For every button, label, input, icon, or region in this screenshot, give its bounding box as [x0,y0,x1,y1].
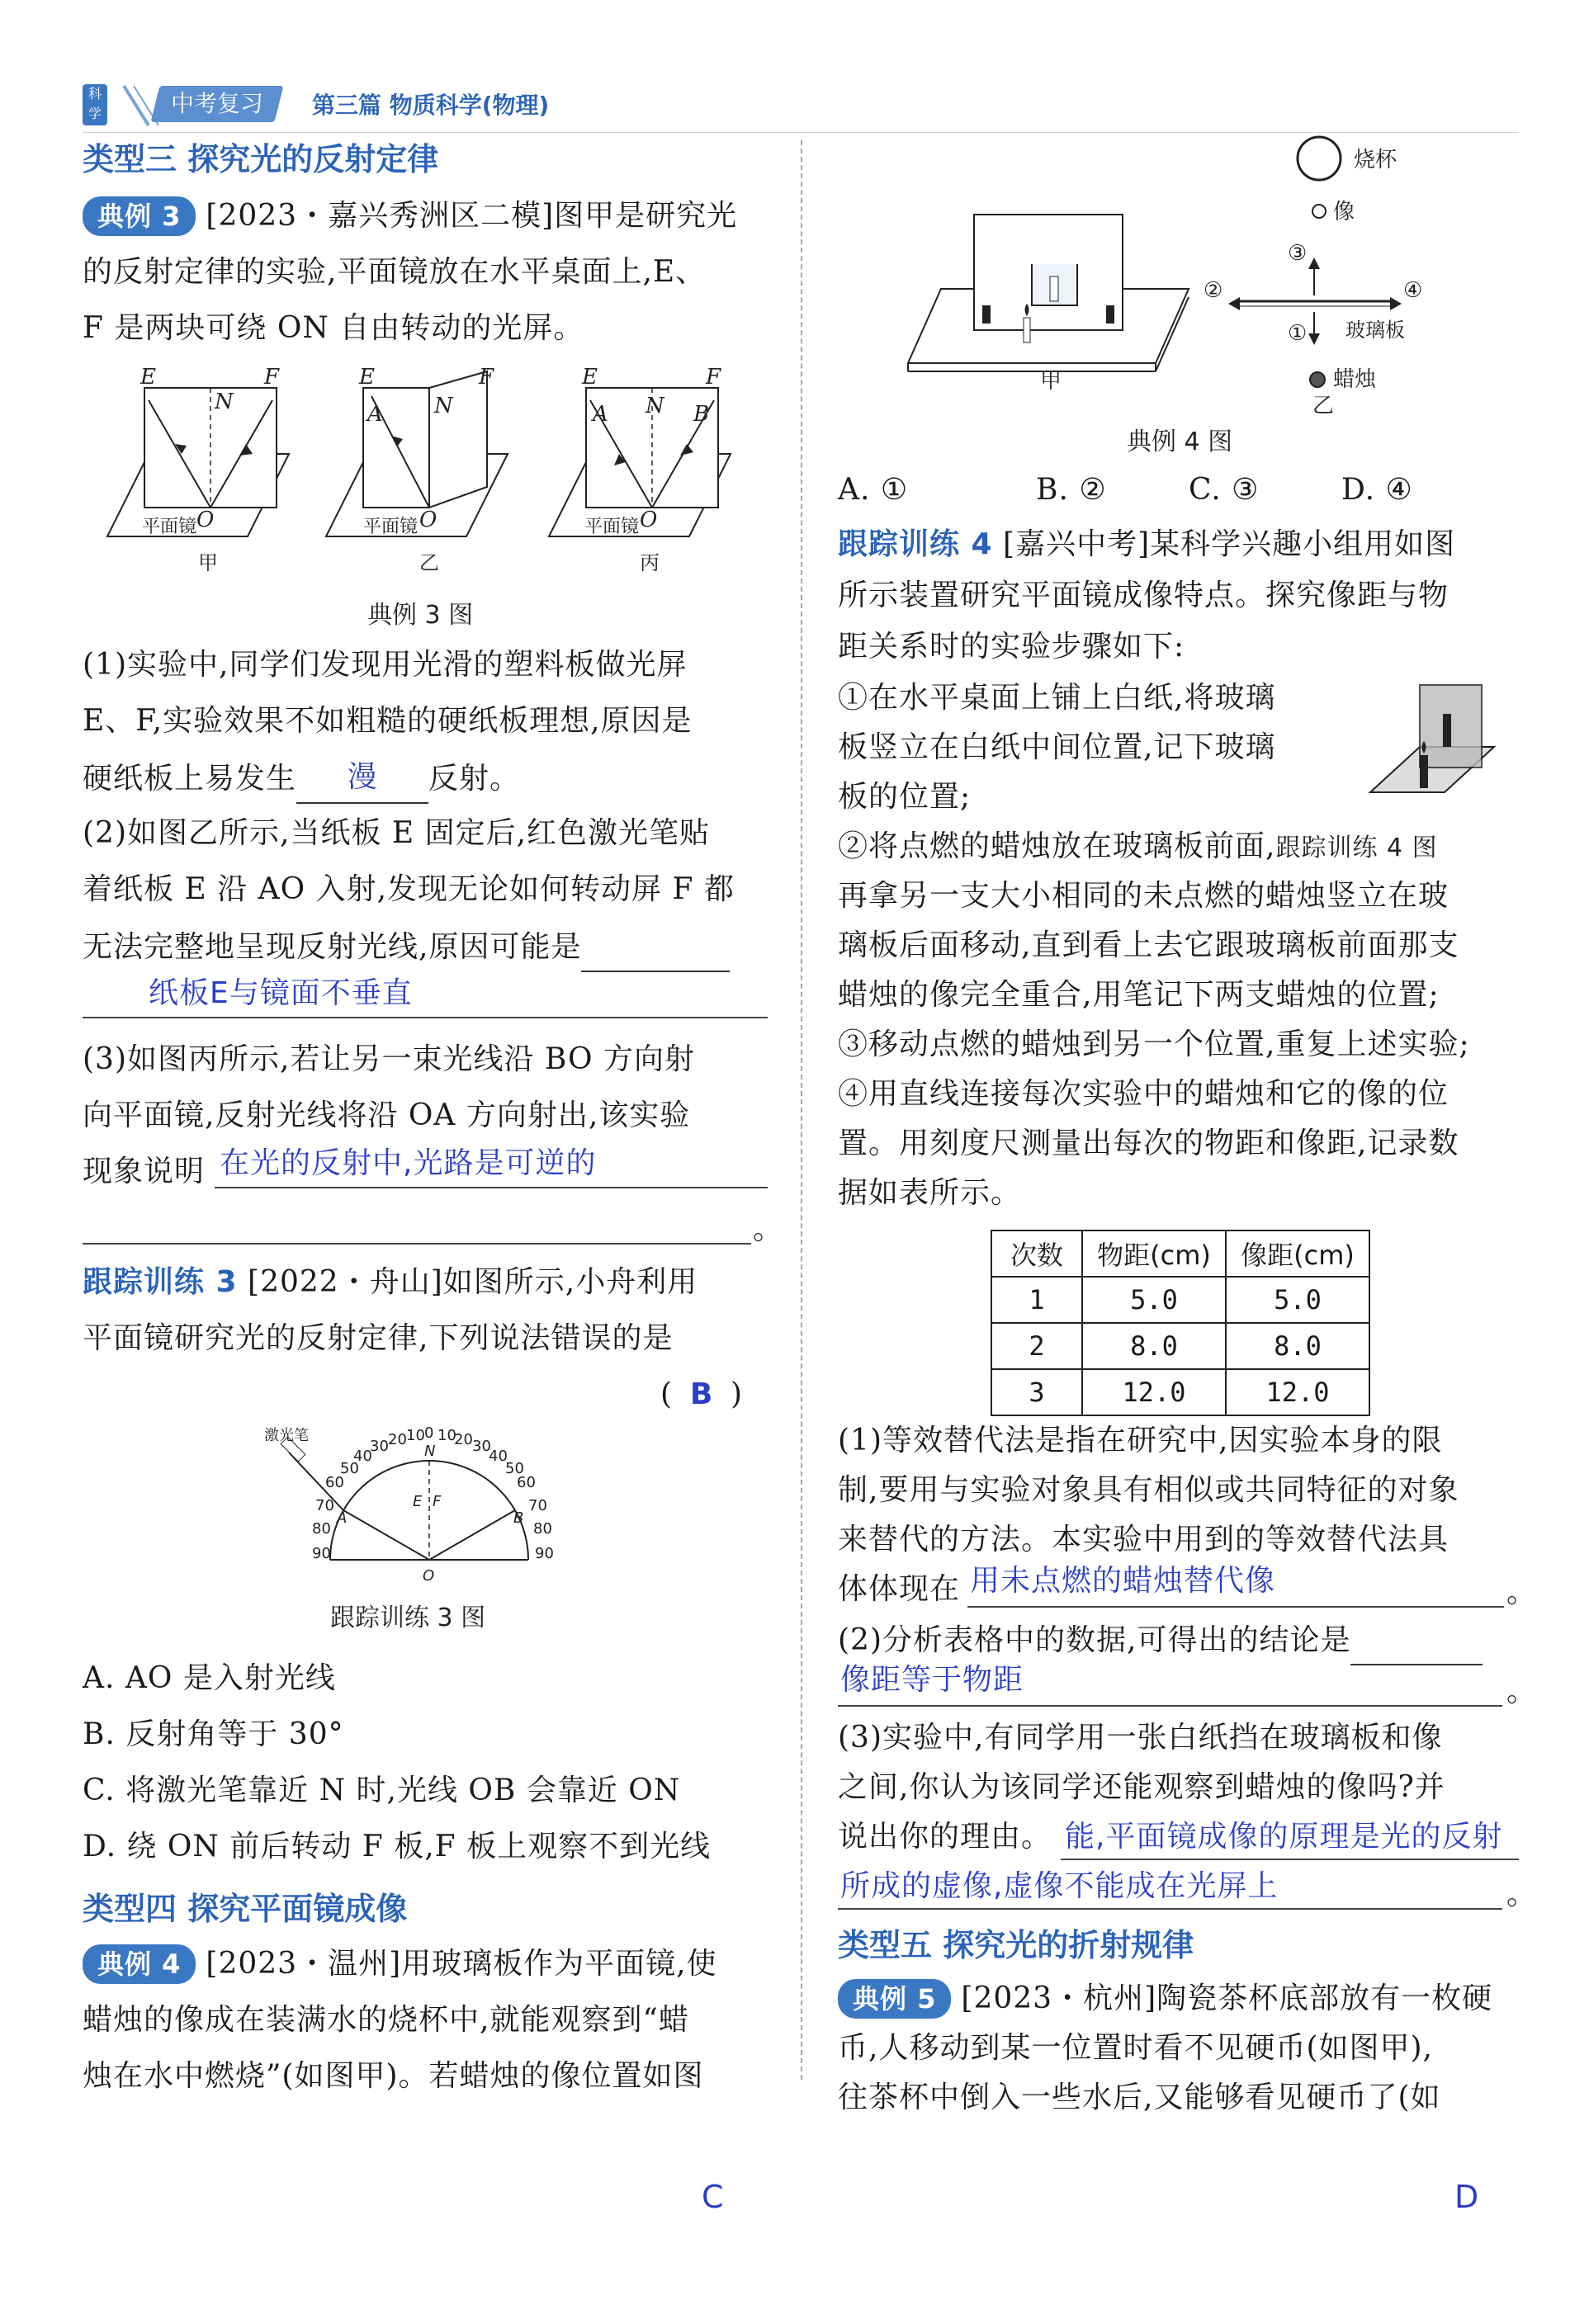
column-divider [801,140,802,2080]
svg-text:B: B [693,402,710,427]
train4-q1-line3: 来替代的方法。本实验中用到的等效替代法具 [838,1523,1449,1556]
train4-figure [1370,677,1494,801]
svg-text:0: 0 [424,1424,434,1442]
ex3-fig-caption: 典例 3 图 [367,601,474,630]
svg-text:20: 20 [388,1431,407,1448]
fig4-beaker: 烧杯 [1354,148,1397,172]
train4-a2: 像距等于物距 [840,1663,1024,1697]
table-cell: 5.0 [1226,1277,1369,1323]
train4-a2-blank[interactable] [838,1705,1502,1707]
train3-label: 跟踪训练 3 [83,1265,238,1299]
train4-a3-blank1[interactable] [1061,1859,1519,1860]
svg-text:80: 80 [312,1520,331,1538]
ex4-option-b[interactable]: B. ② [1036,473,1107,507]
svg-text:30: 30 [472,1438,491,1455]
svg-text:A: A [593,402,608,427]
train4-step3: ③移动点燃的蜡烛到另一个位置,重复上述实验; [838,1027,1470,1061]
ex5-text1: 陶瓷茶杯底部放有一枚硬 [1156,1982,1493,2015]
svg-text:N: N [215,390,234,414]
footer-answer-d: D [1454,2179,1479,2215]
table-row [991,1323,1369,1369]
train3-source: [2022・舟山] [248,1265,443,1299]
svg-text:90: 90 [312,1545,331,1562]
table-row [991,1277,1369,1323]
table-header-cell: 像距(cm) [1226,1230,1369,1277]
ex3-period: 。 [753,1212,784,1246]
svg-text:70: 70 [315,1497,334,1514]
ex4-line3: 烛在水中燃烧”(如图甲)。若蜡烛的像位置如图 [83,2059,704,2093]
svg-text:O: O [423,1567,435,1585]
train4-q3-period: 。 [1506,1878,1538,1911]
train4-q1-line4: 体体现在 [838,1572,961,1606]
train4-step1-c: 板的位置; [838,780,972,814]
ex3-a3-blank2[interactable] [83,1243,751,1245]
svg-text:F: F [264,365,280,390]
footer-answer-c: C [702,2179,724,2215]
svg-text:E: E [140,365,156,390]
train4-source: [嘉兴中考] [1003,527,1151,561]
fig3-label-yi: 乙 [419,551,439,574]
table-cell: 1 [991,1277,1082,1323]
svg-text:70: 70 [528,1497,547,1514]
ex3-q2-text: 无法完整地呈现反射光线,原因可能是 [83,930,582,964]
ex3-a3: 在光的反射中,光路是可逆的 [220,1146,597,1180]
train4-fig-caption: 跟踪训练 4 图 [1275,834,1438,862]
fig4-n4: ④ [1403,278,1423,303]
train4-step2-text: ②将点燃的蜡烛放在玻璃板前面, [838,829,1276,863]
ex3-figure [91,363,751,586]
ex4-text1: 用玻璃板作为平面镜,使 [401,1947,717,1981]
fig4-n3: ③ [1288,241,1308,266]
ex4-option-d[interactable]: D. ④ [1341,473,1413,507]
table-cell: 8.0 [1226,1323,1369,1369]
train4-q1-line1: (1)等效替代法是指在研究中,因实验本身的限 [838,1424,1443,1457]
ex3-q1-line3 [83,753,520,804]
train4-a3-line1: 能,平面镜成像的原理是光的反射 [1065,1820,1503,1854]
ex3-line2: 的反射定律的实验,平面镜放在水平桌面上,E、 [83,255,707,289]
fig4-label-jia: 甲 [1040,369,1062,394]
train4-text1: 某科学兴趣小组用如图 [1150,527,1456,561]
train3-option-d[interactable]: D. 绕 ON 前后转动 F 板,F 板上观察不到光线 [83,1830,712,1863]
train4-a1-blank[interactable] [967,1606,1504,1608]
train4-q2-text: (2)分析表格中的数据,可得出的结论是 [838,1623,1351,1657]
fig3-mirror-2: 平面镜 [363,517,419,537]
svg-text:20: 20 [454,1431,473,1448]
svg-text:30: 30 [370,1438,389,1455]
fig4-candle: 蜡烛 [1333,367,1377,392]
ex3-q2-line2: 着纸板 E 沿 AO 入射,发现无论如何转动屏 F 都 [83,872,735,906]
train4-q3-line2: 之间,你认为该同学还能观察到蜡烛的像吗?并 [838,1770,1445,1804]
ex5-pill: 典例 5 [838,1979,951,2019]
svg-text:80: 80 [533,1520,552,1538]
ex3-q2-line3 [83,921,730,972]
train4-label: 跟踪训练 4 [838,527,993,561]
ex3-q1-line2: E、F,实验效果不如粗糙的硬纸板理想,原因是 [83,704,693,738]
ex4-fig-caption: 典例 4 图 [1127,427,1233,456]
train3-figure [264,1424,594,1593]
svg-text:N: N [646,394,664,418]
ex3-text1: 图甲是研究光 [554,199,738,233]
train4-q2-blank-tail [1350,1614,1483,1665]
train4-line1 [838,520,1455,569]
svg-text:60: 60 [325,1474,344,1491]
ex4-pill: 典例 4 [83,1944,196,1984]
train4-step4-line2: 置。用刻度尺测量出每次的物距和像距,记录数 [838,1127,1459,1160]
svg-text:40: 40 [353,1448,372,1465]
svg-text:90: 90 [535,1545,554,1562]
train4-step2-line2: 再拿另一支大小相同的未点燃的蜡烛竖立在玻 [838,879,1449,913]
fig4-n2: ② [1204,278,1223,303]
ex3-line3: F 是两块可绕 ON 自由转动的光屏。 [83,311,584,345]
table-cell: 12.0 [1082,1369,1226,1415]
table-cell: 5.0 [1082,1277,1226,1323]
train4-q3-line1: (3)实验中,有同学用一张白纸挡在玻璃板和像 [838,1721,1443,1755]
header-rule [83,132,1519,133]
ex5-line1 [838,1974,1492,2024]
svg-text:F: F [479,365,494,390]
ex4-line3-clip [83,2052,776,2093]
ex3-q2-blank-tail [581,921,730,972]
svg-text:40: 40 [489,1448,508,1465]
ex3-pill: 典例 3 [83,196,196,236]
train4-q1-period: 。 [1506,1575,1538,1609]
train3-text1: 如图所示,小舟利用 [442,1265,698,1299]
section4-title: 类型四 探究平面镜成像 [83,1891,408,1927]
svg-text:O: O [196,508,215,532]
ex4-line1 [83,1939,717,1989]
page-header [83,83,660,132]
train3-option-a[interactable]: A. AO 是入射光线 [83,1661,336,1695]
table-header-cell: 次数 [991,1230,1082,1277]
fig3-mirror-3: 平面镜 [584,517,640,537]
table-cell: 12.0 [1226,1369,1369,1415]
table-cell: 8.0 [1082,1323,1226,1369]
ex3-line1 [83,191,737,241]
train4-line3: 距关系时的实验步骤如下: [838,630,1185,664]
train4-step1-b: 板竖立在白纸中间位置,记下玻璃 [838,730,1276,764]
train3-answer[interactable]: B [689,1377,714,1411]
train4-table [991,1230,1370,1416]
svg-text:B: B [513,1509,524,1527]
ex4-line2: 蜡烛的像成在装满水的烧杯中,就能观察到“蜡 [83,2003,689,2037]
ex3-q1-line1: (1)实验中,同学们发现用光滑的塑料板做光屏 [83,648,688,682]
fig4-n1: ① [1288,321,1308,346]
train4-step2-line3: 璃板后面移动,直到看上去它跟玻璃板前面那支 [838,928,1459,962]
svg-text:N: N [424,1443,436,1460]
svg-text:50: 50 [340,1460,359,1477]
ex3-a1-blank[interactable] [296,753,428,804]
fig4-label-yi: 乙 [1312,394,1335,418]
train4-step4-line1: ④用直线连接每次实验中的蜡烛和它的像的位 [838,1077,1449,1111]
train3-fig-laser: 激光笔 [264,1427,309,1444]
svg-text:O: O [419,508,437,532]
table-header-row [991,1230,1369,1277]
svg-text:A: A [367,402,383,427]
table-cell: 3 [991,1369,1082,1415]
svg-text:A: A [337,1509,348,1527]
fig4-image: 像 [1333,200,1355,224]
svg-text:60: 60 [517,1474,536,1491]
train3-line1 [83,1258,698,1307]
ex5-line3: 往茶杯中倒入一些水后,又能够看见硬币了(如 [838,2081,1441,2114]
svg-text:E: E [413,1493,423,1510]
ex5-source: [2023・杭州] [961,1982,1157,2015]
svg-text:N: N [434,394,453,418]
svg-text:10: 10 [437,1427,456,1444]
subject-badge: 科学 [83,84,107,125]
table-header-cell: 物距(cm) [1082,1230,1226,1277]
train3-option-b[interactable]: B. 反射角等于 30° [83,1717,344,1751]
ex5-line3-clip [838,2073,1523,2114]
ex3-q3-line3: 现象说明 [83,1155,206,1188]
train4-step1-a: ①在水平桌面上铺上白纸,将玻璃 [838,681,1276,715]
svg-text:50: 50 [505,1460,524,1477]
ex3-q1-text: 硬纸板上易发生 [83,762,297,796]
chapter-title: 第三篇 物质科学(物理) [312,92,550,119]
ex3-a2: 纸板E与镜面不垂直 [149,976,413,1010]
fig3-label-bing: 丙 [640,551,660,574]
svg-text:F: F [706,365,721,390]
train3-fig-caption: 跟踪训练 3 图 [330,1604,486,1632]
fig3-mirror-1: 平面镜 [142,517,197,537]
train4-step4-line3: 据如表所示。 [838,1176,1022,1210]
fig3-label-jia: 甲 [198,551,218,574]
train4-a3-blank2[interactable] [838,1908,1502,1910]
section3-title: 类型三 探究光的反射定律 [83,141,439,177]
fig4-glass: 玻璃板 [1345,319,1405,342]
ex3-q1-end: 反射。 [428,762,521,796]
ex4-option-a[interactable]: A. ① [838,473,909,507]
svg-text:E: E [359,365,375,390]
train3-line2: 平面镜研究光的反射定律,下列说法错误的是 [83,1321,674,1355]
table-row [991,1369,1369,1415]
ex3-source: [2023・嘉兴秀洲区二模] [206,199,555,233]
train4-q3-line3: 说出你的理由。 [838,1820,1052,1854]
train4-q2-period: 。 [1506,1675,1538,1708]
ex3-q2-line1: (2)如图乙所示,当纸板 E 固定后,红色激光笔贴 [83,816,711,850]
section5-title: 类型五 探究光的折射规律 [838,1927,1194,1963]
ex3-q3-line1: (3)如图丙所示,若让另一束光线沿 BO 方向射 [83,1042,695,1076]
svg-text:E: E [582,365,598,390]
train3-option-c[interactable]: C. 将激光笔靠近 N 时,光线 OB 会靠近 ON [83,1774,681,1807]
svg-text:F: F [433,1493,442,1510]
train3-paren-close: ) [731,1377,744,1411]
train4-a1: 用未点燃的蜡烛替代像 [970,1564,1276,1598]
train4-line2: 所示装置研究平面镜成像特点。探究像距与物 [838,579,1449,612]
train4-step2-line4: 蜡烛的像完全重合,用笔记下两支蜡烛的位置; [838,978,1440,1012]
svg-text:O: O [640,508,658,532]
ex4-source: [2023・温州] [206,1947,402,1981]
train4-q1-line2: 制,要用与实验对象具有相似或共同特征的对象 [838,1473,1459,1507]
ex3-a1: 漫 [347,760,378,794]
header-tag: 中考复习 [151,86,284,122]
train4-step2-line1 [838,822,1438,873]
train3-paren-open: ( [660,1377,674,1411]
table-cell: 2 [991,1323,1082,1369]
ex5-line2: 币,人移动到某一位置时看不见硬币(如图甲), [838,2031,1433,2065]
svg-text:10: 10 [406,1427,425,1444]
ex4-figure [908,140,1486,418]
ex3-q3-line2: 向平面镜,反射光线将沿 OA 方向射出,该实验 [83,1098,691,1132]
ex4-option-c[interactable]: C. ③ [1189,473,1260,507]
train3-answer-bracket [660,1370,743,1419]
train4-a3-line2: 所成的虚像,虚像不能成在光屏上 [840,1869,1279,1903]
